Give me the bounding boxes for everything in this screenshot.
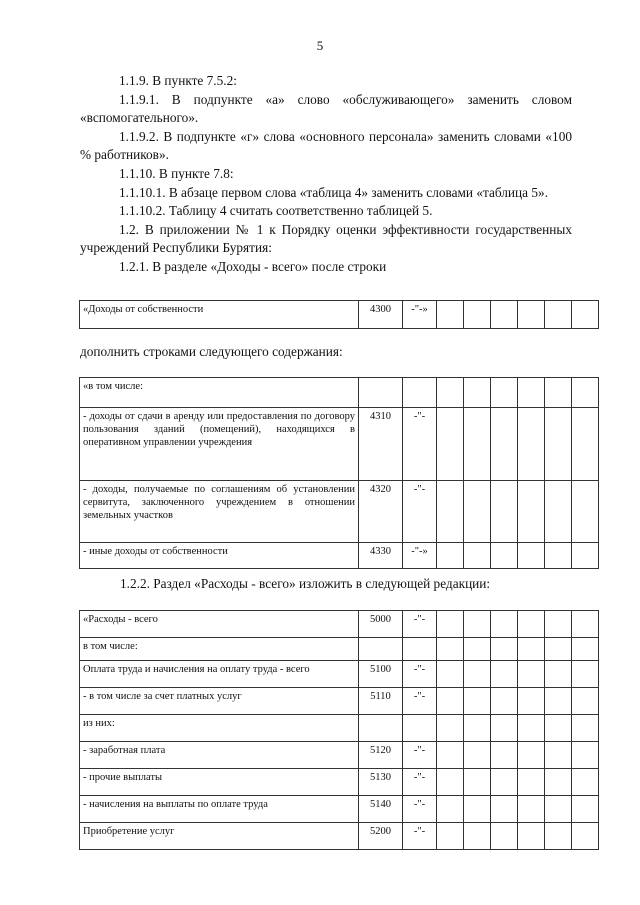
intro-paragraph: 1.2. В приложении № 1 к Порядку оценки эффективности государственных учреждений Республики Бурятия: [80,221,572,256]
table-row [80,769,599,796]
row-unit: -"- [403,408,437,481]
table-row [80,796,599,823]
empty-cell [518,796,545,823]
empty-cell [545,661,572,688]
empty-cell [545,769,572,796]
table-row [80,301,599,329]
row-description: «в том числе: [80,378,359,408]
empty-cell [437,408,464,481]
row-code: 4330 [359,543,403,569]
empty-cell [464,661,491,688]
empty-cell [518,661,545,688]
row-unit: -"-» [403,543,437,569]
table-row [80,378,599,408]
empty-cell [464,408,491,481]
intro-paragraph: 1.2.1. В разделе «Доходы - всего» после строки [119,258,387,274]
empty-cell [491,543,518,569]
empty-cell [491,301,518,329]
row-unit: -"- [403,661,437,688]
row-code: 4300 [359,301,403,329]
empty-cell [518,742,545,769]
empty-cell [518,481,545,543]
row-unit [403,638,437,661]
empty-cell [464,638,491,661]
row-unit [403,715,437,742]
empty-cell [545,301,572,329]
empty-cell [437,611,464,638]
empty-cell [572,638,599,661]
table-row [80,611,599,638]
empty-cell [464,796,491,823]
empty-cell [464,715,491,742]
empty-cell [545,742,572,769]
empty-cell [491,796,518,823]
row-description: из них: [80,715,359,742]
empty-cell [437,715,464,742]
intro-paragraph: 1.1.9. В пункте 7.5.2: [119,73,237,88]
row-description: - доходы от сдачи в аренду или предоставления по договору пользования зданий (помещений), находящихся в оперативном управлении учреждения [80,408,359,481]
empty-cell [518,378,545,408]
empty-cell [437,638,464,661]
empty-cell [437,481,464,543]
empty-cell [518,301,545,329]
empty-cell [518,611,545,638]
empty-cell [572,301,599,329]
empty-cell [491,742,518,769]
empty-cell [437,823,464,850]
empty-cell [572,769,599,796]
empty-cell [545,823,572,850]
intro-paragraph: 1.1.9.2. В подпункте «г» слова «основного персонала» заменить словами «100 % работников». [80,128,572,163]
expenses-section-text: 1.2.2. Раздел «Расходы - всего» изложить в следующей редакции: [120,576,491,591]
row-description: «Доходы от собственности [80,301,359,329]
row-code: 4310 [359,408,403,481]
empty-cell [464,481,491,543]
intro-text [80,72,572,277]
intro-paragraph: 1.1.10.1. В абзаце первом слова «таблица 4» заменить словами «таблица 5». [119,184,549,200]
table-row [80,638,599,661]
empty-cell [491,823,518,850]
empty-cell [491,611,518,638]
empty-cell [518,715,545,742]
row-unit: -"- [403,481,437,543]
row-code [359,638,403,661]
row-description: - прочие выплаты [80,769,359,796]
row-code: 5000 [359,611,403,638]
row-code [359,715,403,742]
row-code: 5120 [359,742,403,769]
empty-cell [491,638,518,661]
empty-cell [464,301,491,329]
row-description: - доходы, получаемые по соглашениям об установлении сервитута, заключенного учреждением в отношении земельных участков [80,481,359,543]
empty-cell [545,481,572,543]
empty-cell [545,378,572,408]
empty-cell [491,715,518,742]
empty-cell [545,688,572,715]
income-property-table [79,300,599,329]
empty-cell [464,823,491,850]
row-description: «Расходы - всего [80,611,359,638]
empty-cell [572,823,599,850]
table-row [80,823,599,850]
table-row [80,481,599,543]
row-code: 5130 [359,769,403,796]
empty-cell [572,742,599,769]
empty-cell [491,378,518,408]
row-unit: -"- [403,688,437,715]
empty-cell [572,543,599,569]
empty-cell [437,688,464,715]
row-unit: -"-» [403,301,437,329]
row-code: 5110 [359,688,403,715]
row-description: - в том числе за счет платных услуг [80,688,359,715]
empty-cell [545,611,572,638]
row-unit [403,378,437,408]
page-number: 5 [316,38,324,53]
row-unit: -"- [403,742,437,769]
empty-cell [464,611,491,638]
empty-cell [491,769,518,796]
empty-cell [572,408,599,481]
empty-cell [437,378,464,408]
empty-cell [518,638,545,661]
empty-cell [572,481,599,543]
empty-cell [572,378,599,408]
row-description: в том числе: [80,638,359,661]
row-code: 5100 [359,661,403,688]
empty-cell [518,823,545,850]
intro-paragraph: 1.1.9.1. В подпункте «а» слово «обслуживающего» заменить словом «вспомогательного». [80,91,572,126]
table-row [80,408,599,481]
empty-cell [464,688,491,715]
empty-cell [437,769,464,796]
row-description: - иные доходы от собственности [80,543,359,569]
empty-cell [572,715,599,742]
row-unit: -"- [403,611,437,638]
intro-paragraph: 1.1.10. В пункте 7.8: [119,165,234,181]
table-row [80,661,599,688]
empty-cell [518,408,545,481]
income-added-rows-table [79,377,599,569]
row-code: 5200 [359,823,403,850]
empty-cell [464,769,491,796]
empty-cell [464,742,491,769]
empty-cell [518,543,545,569]
row-code: 4320 [359,481,403,543]
empty-cell [491,688,518,715]
table-row [80,715,599,742]
row-unit: -"- [403,796,437,823]
table-row [80,742,599,769]
empty-cell [572,611,599,638]
row-code [359,378,403,408]
row-unit: -"- [403,823,437,850]
empty-cell [545,408,572,481]
row-unit: -"- [403,769,437,796]
empty-cell [491,661,518,688]
empty-cell [437,661,464,688]
empty-cell [572,796,599,823]
empty-cell [464,543,491,569]
empty-cell [518,769,545,796]
empty-cell [464,378,491,408]
empty-cell [437,543,464,569]
empty-cell [545,543,572,569]
add-rows-text: дополнить строками следующего содержания: [80,344,343,359]
table-row [80,688,599,715]
intro-paragraph: 1.1.10.2. Таблицу 4 считать соответственно таблицей 5. [119,203,433,219]
table-row [80,543,599,569]
empty-cell [518,688,545,715]
row-description: Приобретение услуг [80,823,359,850]
row-description: - заработная плата [80,742,359,769]
row-description: Оплата труда и начисления на оплату труда - всего [80,661,359,688]
empty-cell [545,796,572,823]
empty-cell [491,481,518,543]
empty-cell [437,796,464,823]
empty-cell [572,688,599,715]
empty-cell [545,638,572,661]
empty-cell [437,742,464,769]
empty-cell [545,715,572,742]
row-description: - начисления на выплаты по оплате труда [80,796,359,823]
empty-cell [572,661,599,688]
empty-cell [437,301,464,329]
expenses-table [79,610,599,850]
row-code: 5140 [359,796,403,823]
empty-cell [491,408,518,481]
